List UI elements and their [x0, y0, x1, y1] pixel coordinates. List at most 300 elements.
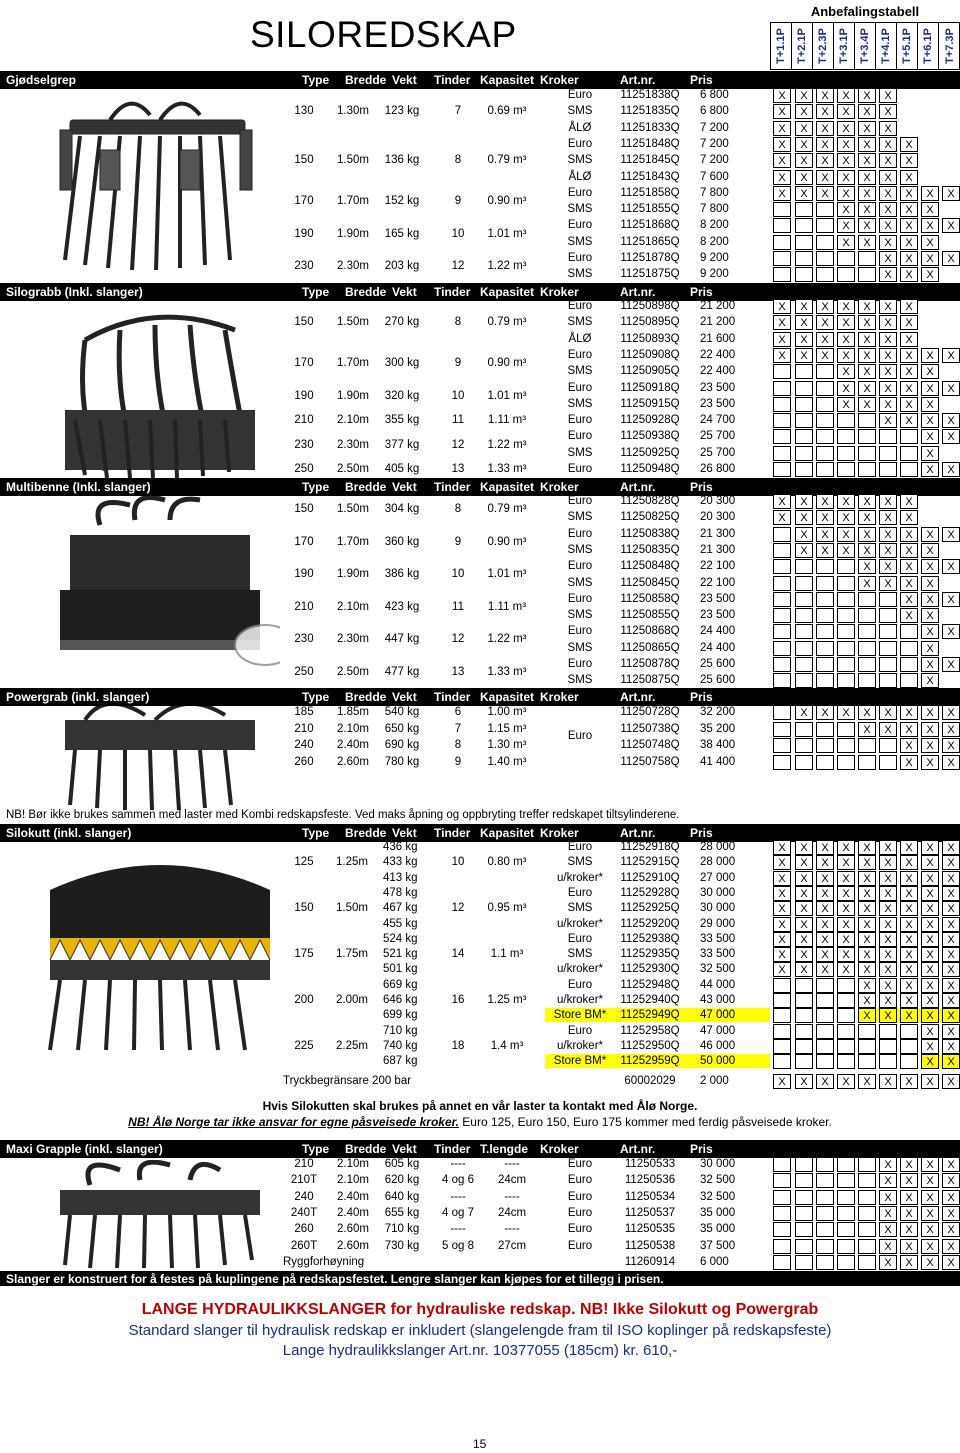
- cell: Tryckbegränsare 200 bar: [283, 1075, 412, 1087]
- tick-mark: X: [773, 840, 791, 855]
- cell: 12: [451, 633, 465, 646]
- tick-mark: X: [921, 947, 939, 962]
- tick-mark: X: [795, 104, 813, 119]
- tick-mark: X: [921, 1206, 939, 1221]
- tick-mark: X: [837, 840, 855, 855]
- tick-mark: X: [816, 886, 834, 901]
- cell: 11250838Q: [620, 527, 680, 540]
- cell: 240: [294, 739, 314, 751]
- table-row: [0, 170, 960, 186]
- cell: Euro: [567, 1206, 593, 1219]
- cell: 1.01 m³: [487, 389, 527, 402]
- cell: SMS: [567, 511, 593, 524]
- cell: Euro: [567, 430, 593, 443]
- footer-line-1: LANGE HYDRAULIKKSLANGER for hydrauliske redskap. NB! Ikke Silokutt og Powergrab: [141, 1301, 819, 1318]
- tick-mark: X: [837, 315, 855, 330]
- cell: 150: [294, 503, 314, 515]
- tick-mark: X: [795, 901, 813, 916]
- cell: 260T: [290, 1239, 318, 1252]
- cell: 11252915Q: [620, 856, 680, 869]
- group-info: [0, 389, 960, 405]
- cell: 175: [294, 948, 314, 961]
- group-info: [0, 901, 960, 917]
- cell: 11250538: [624, 1239, 676, 1252]
- cell: 240T: [290, 1206, 318, 1219]
- cell: 0.95 m³: [487, 902, 527, 915]
- tick-mark: X: [900, 1222, 918, 1237]
- cell: 1.70m: [337, 357, 369, 370]
- table-row: [0, 840, 960, 856]
- tick-mark: X: [942, 738, 960, 753]
- tick-mark: X: [773, 332, 791, 347]
- page-title: SILOREDSKAP: [250, 14, 517, 55]
- tick-mark: X: [900, 947, 918, 962]
- tick-mark: X: [900, 510, 918, 525]
- tick-empty: [795, 1190, 813, 1205]
- tick-mark: X: [900, 251, 918, 266]
- recommendation-label: Anbefalingstabell: [810, 3, 920, 19]
- tick-mark: X: [879, 559, 897, 574]
- cell: Euro: [567, 348, 593, 361]
- tractor-class-label: T+2.3P: [817, 28, 829, 64]
- tick-empty: [858, 1255, 876, 1270]
- tick-mark: X: [900, 543, 918, 558]
- group-info: [0, 227, 960, 243]
- powergrab-kroker: [0, 729, 960, 745]
- cell: 32 200: [700, 706, 736, 718]
- cell: 150: [294, 902, 314, 915]
- tick-mark: X: [858, 510, 876, 525]
- tick-mark: X: [879, 1074, 897, 1089]
- cell: 24cm: [497, 1206, 527, 1219]
- tick-mark: X: [773, 494, 791, 509]
- recommendation-ticks: [770, 978, 960, 994]
- cell: 2.50m: [337, 463, 369, 475]
- cell: 16: [451, 994, 465, 1006]
- tick-mark: X: [837, 88, 855, 103]
- cell: 1.22 m³: [487, 260, 527, 273]
- tick-mark: X: [816, 962, 834, 977]
- tick-mark: X: [837, 962, 855, 977]
- group-info: [0, 665, 960, 681]
- cell: 655 kg: [384, 1206, 420, 1219]
- table-row: [0, 1222, 960, 1238]
- tick-mark: X: [795, 962, 813, 977]
- tick-mark: X: [858, 218, 876, 233]
- tick-mark: X: [921, 381, 939, 396]
- tick-mark: X: [921, 624, 939, 639]
- cell: Euro: [567, 89, 593, 101]
- group-info: [0, 947, 960, 963]
- tick-mark: X: [879, 267, 897, 282]
- tractor-class-col: [813, 23, 834, 69]
- slanger-bar: [0, 1271, 960, 1286]
- tick-empty: [858, 1157, 876, 1172]
- tick-empty: [837, 755, 855, 770]
- tick-mark: X: [900, 1173, 918, 1188]
- tick-mark: X: [879, 962, 897, 977]
- cell: 190: [294, 389, 314, 402]
- cell: 11251835Q: [620, 105, 680, 118]
- cell: 2.40m: [337, 1206, 369, 1219]
- cell: ----: [450, 1223, 466, 1236]
- tick-mark: X: [921, 543, 939, 558]
- cell: Euro: [567, 1158, 593, 1170]
- recommendation-ticks: [770, 1190, 960, 1206]
- cell: 28 000: [700, 856, 736, 869]
- cell: 11251843Q: [620, 170, 680, 183]
- tick-empty: [773, 1206, 791, 1221]
- cell: 11252938Q: [620, 932, 680, 945]
- cell: 46 000: [700, 1039, 736, 1052]
- tick-empty: [773, 1157, 791, 1172]
- cell: 11251875Q: [620, 268, 680, 281]
- header-cell: Tinder: [434, 690, 471, 704]
- group-info: [0, 993, 960, 1009]
- tick-mark: X: [879, 1190, 897, 1205]
- cell: 32 500: [700, 963, 736, 976]
- tick-mark: X: [879, 413, 897, 428]
- cell: 22 100: [700, 576, 736, 589]
- cell: 7 200: [700, 137, 729, 150]
- cell: 355 kg: [384, 414, 420, 427]
- tick-mark: X: [942, 657, 960, 672]
- footer-line-3: Lange hydraulikkslanger Art.nr. 10377055 (185cm) kr. 610,-: [282, 1342, 678, 1359]
- tick-mark: X: [879, 186, 897, 201]
- recommendation-ticks: [770, 755, 960, 771]
- cell: 2.10m: [337, 600, 369, 613]
- recommendation-ticks: [770, 88, 960, 104]
- cell: 11250878Q: [620, 658, 680, 670]
- tick-mark: X: [879, 947, 897, 962]
- tractor-class-col: [918, 23, 939, 69]
- cell: 377 kg: [384, 438, 420, 451]
- cell: 455 kg: [383, 917, 418, 930]
- tick-mark: X: [900, 332, 918, 347]
- tick-mark: X: [858, 104, 876, 119]
- cell: 1.25m: [336, 856, 368, 869]
- tick-mark: X: [921, 673, 939, 688]
- cell: 11252920Q: [620, 917, 680, 930]
- cell: 225: [294, 1039, 314, 1052]
- tick-mark: X: [942, 932, 960, 947]
- cell: 1.40 m³: [487, 755, 527, 768]
- silokutt-note-1: Hvis Silokutten skal brukes på annet en vår laster ta kontakt med Ålø Norge.: [262, 1099, 698, 1113]
- tick-mark: X: [879, 153, 897, 168]
- tick-mark: X: [816, 947, 834, 962]
- cell: 2.40m: [337, 1190, 369, 1203]
- cell: 2.10m: [337, 414, 369, 427]
- tick-empty: [816, 1008, 834, 1023]
- header-cell: Silograbb (Inkl. slanger): [6, 285, 143, 299]
- tick-mark: X: [921, 1222, 939, 1237]
- cell: 1.70m: [337, 535, 369, 548]
- cell: 11251878Q: [620, 252, 680, 264]
- tick-empty: [773, 1255, 791, 1270]
- tick-mark: X: [921, 993, 939, 1008]
- header-cell: Tinder: [434, 285, 471, 299]
- cell: 478 kg: [383, 886, 418, 899]
- cell: 10: [451, 389, 465, 402]
- tick-empty: [858, 1190, 876, 1205]
- tick-mark: X: [942, 592, 960, 607]
- tick-mark: X: [900, 840, 918, 855]
- tick-mark: X: [879, 993, 897, 1008]
- tick-empty: [795, 978, 813, 993]
- header-cell: Kroker: [540, 480, 579, 494]
- tick-mark: X: [942, 1024, 960, 1039]
- cell: Euro: [567, 463, 593, 475]
- tick-mark: X: [858, 527, 876, 542]
- group-info: [0, 356, 960, 372]
- cell: Euro: [567, 1190, 593, 1203]
- tick-mark: X: [900, 855, 918, 870]
- tick-mark: X: [858, 235, 876, 250]
- cell: 11250905Q: [620, 365, 680, 378]
- tick-mark: X: [921, 1190, 939, 1205]
- cell: 1.1 m³: [490, 948, 524, 961]
- cell: 1.25 m³: [487, 994, 527, 1006]
- cell: 152 kg: [384, 194, 420, 207]
- tick-mark: X: [900, 413, 918, 428]
- cell: 1.33 m³: [487, 666, 527, 678]
- tick-mark: X: [795, 121, 813, 136]
- tick-empty: [879, 755, 897, 770]
- tick-mark: X: [858, 947, 876, 962]
- tick-mark: X: [900, 1239, 918, 1254]
- cell: 150: [294, 316, 314, 329]
- tick-mark: X: [773, 871, 791, 886]
- cell: 1.90m: [337, 227, 369, 240]
- cell: 41 400: [700, 755, 736, 768]
- silokutt-note-2a: NB! Ålø Norge tar ikke ansvar for egne påsveisede kroker.: [128, 1115, 459, 1129]
- header-cell: Kapasitet: [480, 480, 535, 494]
- tick-mark: X: [879, 1157, 897, 1172]
- tick-mark: X: [837, 364, 855, 379]
- cell: 21 200: [700, 300, 736, 312]
- nb-note: NB! Bør ikke brukes sammen med laster med Kombi redskapsfeste. Ved maks åpning og oppbryting treffer redskapet tiltsylinderene.: [6, 809, 680, 821]
- cell: SMS: [567, 397, 593, 410]
- cell: SMS: [567, 105, 593, 118]
- tick-mark: X: [942, 901, 960, 916]
- tick-mark: X: [879, 1222, 897, 1237]
- header-cell: Kapasitet: [480, 826, 535, 840]
- header-cell: Kroker: [540, 285, 579, 299]
- cell: 21 300: [700, 543, 736, 556]
- cell: 60002029: [624, 1075, 676, 1087]
- tick-mark: X: [900, 218, 918, 233]
- cell: 23 500: [700, 381, 736, 394]
- tick-mark: X: [858, 559, 876, 574]
- recommendation-ticks: [770, 840, 960, 856]
- cell: 4 og 7: [442, 1206, 474, 1219]
- cell: 10: [451, 856, 465, 869]
- cell: 24cm: [497, 1174, 527, 1187]
- cell: 11250536: [624, 1174, 676, 1187]
- tick-mark: X: [921, 886, 939, 901]
- cell: 11251855Q: [620, 203, 680, 216]
- tick-mark: X: [858, 993, 876, 1008]
- cell: 1.22 m³: [487, 633, 527, 646]
- tick-mark: X: [921, 235, 939, 250]
- tick-empty: [837, 1173, 855, 1188]
- table-row: [0, 1008, 960, 1024]
- cell: Euro: [567, 978, 593, 991]
- tick-mark: X: [942, 705, 960, 720]
- cell: 477 kg: [384, 666, 420, 678]
- tick-mark: X: [921, 1054, 939, 1069]
- tick-mark: X: [942, 413, 960, 428]
- tick-mark: X: [879, 348, 897, 363]
- recommendation-ticks: [770, 871, 960, 887]
- recommendation-ticks: [770, 1024, 960, 1040]
- tick-mark: X: [942, 962, 960, 977]
- tick-empty: [816, 1190, 834, 1205]
- cell: 11250728Q: [620, 706, 680, 718]
- header-cell: Bredde: [345, 826, 387, 840]
- cell: ----: [450, 1158, 466, 1170]
- tick-mark: X: [942, 1206, 960, 1221]
- tick-mark: X: [942, 871, 960, 886]
- cell: 11250534: [624, 1190, 676, 1203]
- cell: 8 200: [700, 219, 729, 232]
- cell: 11252959Q: [620, 1055, 680, 1068]
- cell: Euro: [567, 495, 593, 507]
- group-info: [0, 438, 960, 454]
- tick-empty: [816, 1222, 834, 1237]
- cell: 21 300: [700, 527, 736, 540]
- header-cell: Vekt: [392, 480, 417, 494]
- cell: Euro: [567, 592, 593, 605]
- cell: 1.11 m³: [487, 600, 527, 613]
- header-cell: Bredde: [345, 285, 387, 299]
- slanger-bar-text: Slanger er konstruert for å festes på kuplingene på redskapsfestet. Lengre slanger kan kjøpes for et tillegg i prisen.: [6, 1272, 664, 1286]
- recommendation-ticks: [770, 121, 960, 137]
- cell: 0.79 m³: [487, 154, 527, 167]
- header-cell: Powergrab (inkl. slanger): [6, 690, 150, 704]
- header-cell: Art.nr.: [620, 690, 656, 704]
- cell: 44 000: [700, 978, 736, 991]
- tick-empty: [816, 1173, 834, 1188]
- cell: 38 400: [700, 739, 736, 751]
- tick-mark: X: [858, 121, 876, 136]
- tick-mark: X: [858, 917, 876, 932]
- tick-mark: X: [900, 1190, 918, 1205]
- table-row: [0, 1239, 960, 1255]
- header-cell: Kroker: [540, 826, 579, 840]
- cell: 47 000: [700, 1024, 736, 1037]
- cell: 646 kg: [383, 994, 418, 1006]
- tick-mark: X: [921, 267, 939, 282]
- tractor-class-label: T+5.1P: [901, 28, 913, 64]
- tick-mark: X: [879, 705, 897, 720]
- tick-mark: X: [900, 559, 918, 574]
- tick-mark: X: [837, 332, 855, 347]
- section-header-maxi: [0, 1140, 960, 1158]
- tick-empty: [900, 1054, 918, 1069]
- cell: 436 kg: [383, 841, 418, 853]
- cell: 710 kg: [383, 1024, 418, 1037]
- cell: 32 500: [700, 1190, 736, 1203]
- cell: 11250855Q: [620, 609, 680, 622]
- cell: 2.40m: [337, 739, 369, 751]
- cell: 501 kg: [383, 963, 418, 976]
- tick-mark: X: [795, 947, 813, 962]
- group-info: [0, 259, 960, 275]
- tick-empty: [773, 1173, 791, 1188]
- tick-mark: X: [900, 738, 918, 753]
- cell: 50 000: [700, 1055, 736, 1068]
- cell: 2.10m: [337, 1174, 369, 1187]
- tick-mark: X: [858, 901, 876, 916]
- tick-mark: X: [900, 348, 918, 363]
- tick-empty: [795, 1173, 813, 1188]
- tick-mark: X: [900, 871, 918, 886]
- tick-mark: X: [858, 137, 876, 152]
- cell: 11250758Q: [620, 755, 680, 768]
- tick-mark: X: [942, 1157, 960, 1172]
- cell: 8: [454, 739, 462, 751]
- tick-mark: X: [942, 1173, 960, 1188]
- tick-empty: [816, 978, 834, 993]
- cell: 10: [451, 227, 465, 240]
- cell: 7 600: [700, 170, 729, 183]
- cell: Euro: [567, 252, 593, 264]
- cell: 123 kg: [384, 105, 420, 118]
- tractor-class-col: [771, 23, 792, 69]
- cell: 210T: [290, 1174, 318, 1187]
- cell: 1.11 m³: [487, 414, 527, 427]
- tick-empty: [773, 1239, 791, 1254]
- cell: 230: [294, 633, 314, 646]
- table-row: [0, 1024, 960, 1040]
- cell: 2.30m: [337, 633, 369, 646]
- table-row: [0, 121, 960, 137]
- cell: SMS: [567, 203, 593, 216]
- cell: u/kroker*: [556, 1039, 604, 1052]
- tick-mark: X: [879, 218, 897, 233]
- tick-empty: [837, 1222, 855, 1237]
- cell: 7 800: [700, 203, 729, 216]
- tick-empty: [837, 1239, 855, 1254]
- cell: 2.10m: [337, 1158, 369, 1170]
- tractor-class-col: [792, 23, 813, 69]
- tick-mark: X: [773, 855, 791, 870]
- tick-mark: X: [942, 218, 960, 233]
- cell: 11250537: [624, 1206, 676, 1219]
- tick-mark: X: [858, 932, 876, 947]
- tick-mark: X: [900, 705, 918, 720]
- cell: Euro: [567, 1024, 593, 1037]
- cell: 11251838Q: [620, 89, 680, 101]
- tick-empty: [837, 1054, 855, 1069]
- table-row: [0, 88, 960, 104]
- tick-empty: [773, 1222, 791, 1237]
- tick-mark: X: [837, 527, 855, 542]
- tick-empty: [858, 1206, 876, 1221]
- cell: 260: [294, 755, 314, 768]
- tick-mark: X: [900, 576, 918, 591]
- tick-mark: X: [858, 855, 876, 870]
- tick-mark: X: [900, 1008, 918, 1023]
- cell: SMS: [567, 948, 593, 961]
- tick-empty: [773, 1054, 791, 1069]
- tick-mark: X: [900, 1255, 918, 1270]
- tick-mark: X: [773, 299, 791, 314]
- tick-mark: X: [795, 315, 813, 330]
- tick-empty: [773, 1190, 791, 1205]
- tick-empty: [816, 1255, 834, 1270]
